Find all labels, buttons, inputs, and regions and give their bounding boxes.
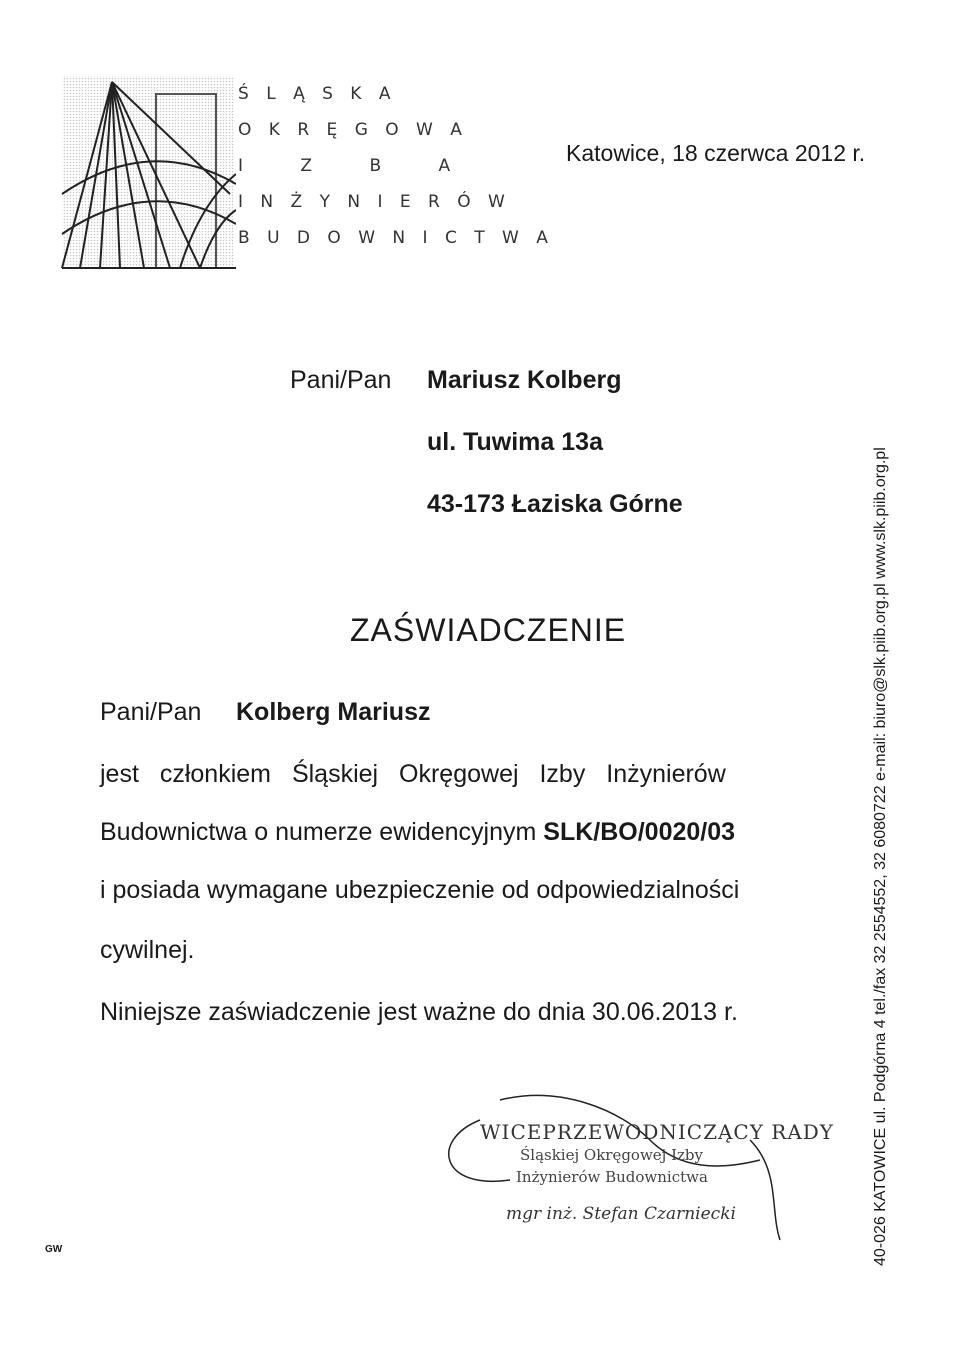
logo-line: Ś L Ą S K A [238, 84, 397, 104]
chamber-logo-icon [60, 74, 236, 270]
body-line-2 [100, 818, 735, 847]
logo-line: O K R Ę G O W A [238, 120, 468, 140]
signature-scribble-icon [420, 1080, 800, 1250]
certificate-name: Kolberg Mariusz [236, 698, 431, 726]
recipient-street: ul. Tuwima 13a [427, 428, 603, 456]
logo-line: I N Ż Y N I E R Ó W [238, 192, 511, 212]
body-line-3: i posiada wymagane ubezpieczenie od odpowiedzialności [100, 876, 740, 904]
official-stamp [420, 1080, 835, 1250]
certificate-label: Pani/Pan [100, 698, 202, 726]
document-title: ZAŚWIADCZENIE [350, 612, 627, 648]
logo-line: I Z B A [238, 156, 477, 176]
place-and-date: Katowice, 18 czerwca 2012 r. [566, 140, 866, 166]
logo-line: B U D O W N I C T W A [238, 228, 554, 248]
body-line-4: cywilnej. [100, 936, 195, 964]
side-contact-address: 40-026 KATOWICE ul. Podgórna 4 tel./fax 32 2554552, 32 6080722 e-mail: biuro@slk.piib.org.pl www.slk.piib.org.pl [872, 447, 889, 1266]
stamp-line-3: Inżynierów Budownictwa [516, 1168, 708, 1186]
chamber-logo-text [238, 76, 554, 256]
stamp-line-1: WICEPRZEWODNICZĄCY RADY [480, 1120, 835, 1144]
body-line-2-text: Budownictwa o numerze ewidencyjnym [100, 818, 537, 846]
validity-statement: Niniejsze zaświadczenie jest ważne do dnia 30.06.2013 r. [100, 998, 738, 1026]
registration-number: SLK/BO/0020/03 [543, 818, 736, 846]
recipient-name: Mariusz Kolberg [427, 366, 622, 394]
recipient-city: 43-173 Łaziska Górne [427, 490, 683, 518]
signatory-name: mgr inż. Stefan Czarniecki [506, 1204, 736, 1224]
author-initials: GW [45, 1244, 63, 1255]
body-line-1: jest członkiem Śląskiej Okręgowej Izby Inżynierów [100, 760, 726, 788]
recipient-label: Pani/Pan [290, 366, 392, 394]
stamp-line-2: Śląskiej Okręgowej Izby [520, 1146, 704, 1164]
